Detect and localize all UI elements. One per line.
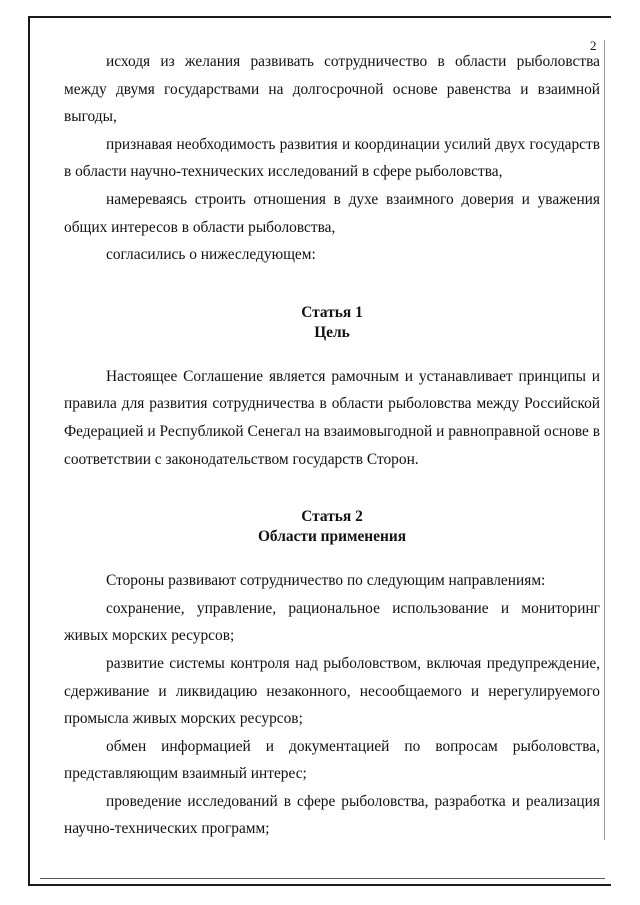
article-2-paragraph-2: сохранение, управление, рациональное использование и мониторинг живых морских ресурсов; [64, 599, 600, 645]
article-1-number: Статья 1 [301, 303, 363, 321]
heading-spacer [64, 343, 600, 363]
article-2-paragraph-3: развитие системы контроля над рыболовством, включая предупреждение, сдерживание и ликвидацию незаконного, несообщаемого и нерегулируемого промысла живых морских ресурсов; [64, 654, 600, 728]
article-1-title: Цель [314, 323, 350, 341]
heading-spacer [64, 547, 600, 567]
preamble-paragraph-4: согласились о нижеследующем: [106, 246, 316, 264]
scan-right-edge [604, 40, 605, 840]
page-number: 2 [590, 38, 597, 53]
section-spacer [64, 473, 600, 507]
article-1-paragraph-1: Настоящее Соглашение является рамочным и устанавливает принципы и правила для развития сотрудничества в области рыболовства между Российской Федерацией и Республикой Сенегал на взаимовыгодной и равноправной основе в соответствии с законодательством государств Сторон. [64, 367, 600, 468]
preamble-paragraph-2: признавая необходимость развития и координации усилий двух государств в области научно-технических исследований в сфере рыболовства, [64, 135, 600, 181]
article-2-paragraph-1: Стороны развивают сотрудничество по следующим направлениям: [106, 572, 546, 590]
article-2-title: Области применения [257, 528, 407, 546]
scan-bottom-rule [40, 878, 605, 879]
section-spacer [64, 269, 600, 303]
document-body [64, 48, 600, 843]
article-2-paragraph-4: обмен информацией и документацией по вопросам рыболовства, представляющим взаимный интерес; [64, 737, 600, 783]
article-2-paragraph-5: проведение исследований в сфере рыболовства, разработка и реализация научно-технических программ; [64, 792, 600, 838]
preamble-paragraph-3: намереваясь строить отношения в духе взаимного доверия и уважения общих интересов в области рыболовства, [64, 190, 600, 236]
preamble-paragraph-1: исходя из желания развивать сотрудничество в области рыболовства между двумя государствами на долгосрочной основе равенства и взаимной выгоды, [64, 53, 600, 126]
article-2-number: Статья 2 [301, 508, 363, 526]
